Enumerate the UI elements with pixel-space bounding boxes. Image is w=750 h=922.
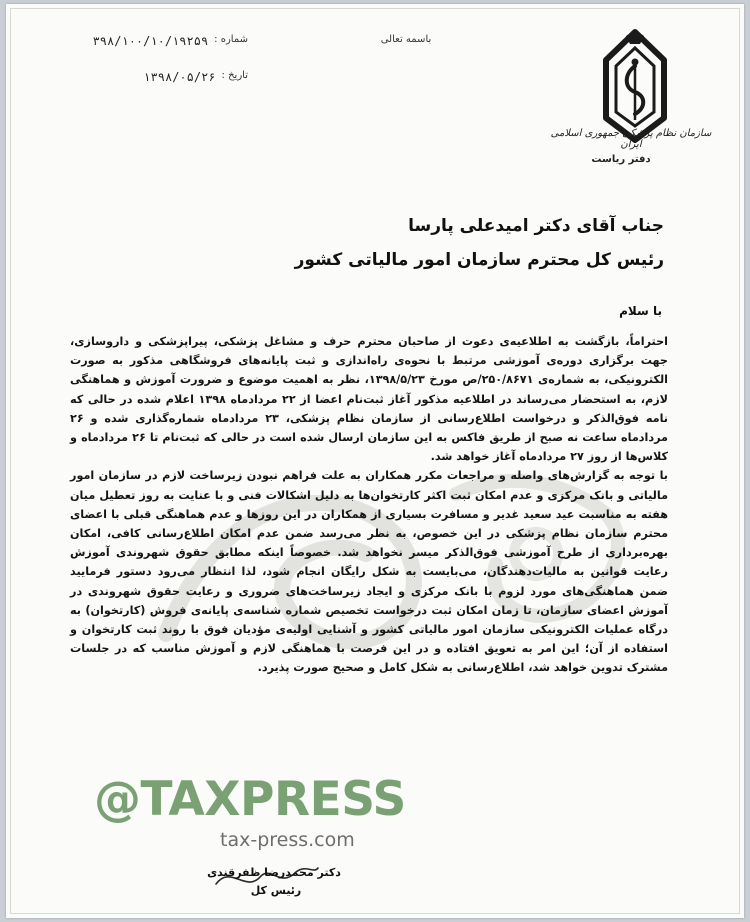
organization-name: سازمان نظام پزشکی جمهوری اسلامی ایران <box>550 128 712 150</box>
date-label: تاریخ : <box>221 70 248 81</box>
bismillah: باسمه تعالی <box>380 34 432 45</box>
letter-body <box>70 332 668 678</box>
body-paragraph-2: با توجه به گزارش‌های واصله و مراجعات مکرر همکاران به علت فراهم نبودن زیرساخت لازم در سازمان امور مالیاتی و بانک مرکزی و عدم امکان ثبت اکثر کارتخوان‌ها به دلیل اشکالات فنی و با عنایت به روز تعطیل میان هفته به مناسبت عید سعید غدیر و مسافرت بسیاری از همکاران در این روزها و عدم هماهنگی قبلی با اعضای محترم سازمان نظام پزشکی در این خصوص، به نظر می‌رسد ضمن عدم امکان اطلاع‌رسانی کافی، امکان بهره‌برداری از طرح آموزشی فوق‌الذکر میسر نخواهد شد. خصوصاً اینکه مطابق حقوق شهروندی آموزش رعایت قوانین به مالیات‌دهندگان، می‌بایست به شکل رایگان انجام شود، لذا انتظار می‌رود دستور فرمایید ضمن هماهنگی‌های مورد لزوم با بانک مرکزی و ایجاد زیرساخت‌های ضروری و رعایت حقوق شهروندی در آموزش اعضای سازمان، تا زمان امکان ثبت درخواست تخصیص شماره شناسه‌ی پایانه‌ی فروش (کارتخوان) به درگاه عملیات الکترونیکی سازمان امور مالیاتی کشور و آشنایی اولیه‌ی مؤدیان فوق با روند ثبت کارتخوان و استفاده از آن؛ این امر به تعویق افتاده و در این فرصت با هماهنگی لازم و آموزش مناسب که در جلسات مشترک تدوین خواهد شد، اطلاع‌رسانی به شکل کامل و صحیح صورت پذیرد. <box>70 469 668 675</box>
number-row <box>58 34 248 48</box>
number-value: ۳۹۸/۱۰۰/۱۰/۱۹۲۵۹ <box>92 34 209 48</box>
addressee <box>244 216 664 284</box>
number-label: شماره : <box>214 34 248 45</box>
salutation: با سلام <box>619 304 662 318</box>
signatory-name: دکتر محمدرضا ظفرقندی <box>207 866 341 879</box>
body-paragraph-1: احتراماً، بازگشت به اطلاعیه‌ی دعوت از صاحبان محترم حرف و مشاغل پزشکی، پیراپزشکی و داروسازی، جهت برگزاری دوره‌ی آموزشی مرتبط با نحوه‌ی راه‌اندازی و ثبت پایانه‌های فروشگاهی مذکور به صورت الکترونیکی، به شماره‌ی ۲۵۰/۸۶۷۱/ص مورخ ۱۳۹۸/۵/۲۳، نظر به اهمیت موضوع و ضرورت آموزش و هماهنگی لازم، به استحضار می‌رساند در اطلاعیه مذکور آغاز ثبت‌نام اعضا از ۲۲ مردادماه ۱۳۹۸ اعلام شده در حالی که نامه فوق‌الذکر و درخواست اطلاع‌رسانی از سازمان نظام پزشکی، ۲۳ مردادماه شماره‌گذاری شده و ۲۶ مردادماه ساعت نه صبح از طریق فاکس به این سازمان ارسال شده است در حالی که ثبت‌نام تا ۲۶ مردادماه و کلاس‌ها از روز ۲۷ مردادماه آغاز خواهد شد. <box>70 335 668 464</box>
addressee-name: جناب آقای دکتر امیدعلی پارسا <box>408 216 664 236</box>
letter-page <box>6 4 744 918</box>
addressee-title: رئیس کل محترم سازمان امور مالیاتی کشور <box>294 250 664 270</box>
watermark-site: tax-press.com <box>220 829 355 851</box>
office-name: دفتر ریاست <box>591 154 651 165</box>
date-value: ۱۳۹۸/۰۵/۲۶ <box>143 70 216 84</box>
watermark-handle: @TAXPRESS <box>94 772 406 827</box>
letter-meta <box>58 34 248 106</box>
signatory-title: رئیس کل <box>250 884 302 897</box>
date-row <box>58 70 248 84</box>
